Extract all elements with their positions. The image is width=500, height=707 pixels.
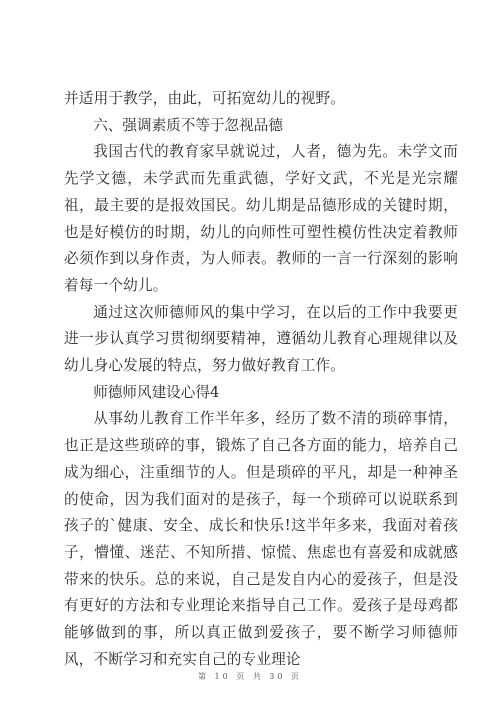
- section-heading-essay-4: 师德师风建设心得4: [93, 383, 220, 401]
- paragraph-work-experience: 从事幼儿教育工作半年多，经历了数不清的琐碎事情，也正是这些琐碎的事，锻炼了自己各方面的能力，培养自己成为细心，注重细节的人。但是琐碎的平凡，却是一种神圣的使命，因为我们面对的是孩子，每一个琐碎可以说联系到孩子的`健康、安全、成长和快乐!这半年多来，我面对着孩子，懵懂、迷茫、不知所措、惊慌、焦虑也有喜爱和成就感带来的快乐。总的来说，自己是发自内心的爱孩子，但是没有更好的方法和专业理论来指导自己工作。爱孩子是母鸡都能够做到的事，所以真正做到爱孩子，要不断学习师德师风，不断学习和充实自己的专业理论: [64, 410, 458, 668]
- page-footer: 第 10 页 共 30 页: [197, 672, 303, 681]
- document-body: [64, 86, 458, 673]
- paragraph-continuation: 并适用于教学，由此，可拓宽幼儿的视野。: [64, 90, 346, 107]
- paragraph-moral-education: 我国古代的教育家早就说过，人者，德为先。未学文而先学文德，未学武而先重武德，学好文武，不光是光宗耀祖，最主要的是报效国民。幼儿期是品德形成的关键时期，也是好模仿的时期，幼儿的向师性可塑性模仿性决定着教师必须作到以身作责，为人师表。教师的一言一行深刻的影响着每一个幼儿。: [64, 143, 458, 294]
- section-heading-six: 六、强调素质不等于忽视品德: [93, 116, 283, 134]
- paragraph-study-summary: 通过这次师德师风的集中学习，在以后的工作中我要更进一步认真学习贯彻纲要精神，遵循幼儿教育心理规律以及幼儿身心发展的特点，努力做好教育工作。: [64, 303, 458, 375]
